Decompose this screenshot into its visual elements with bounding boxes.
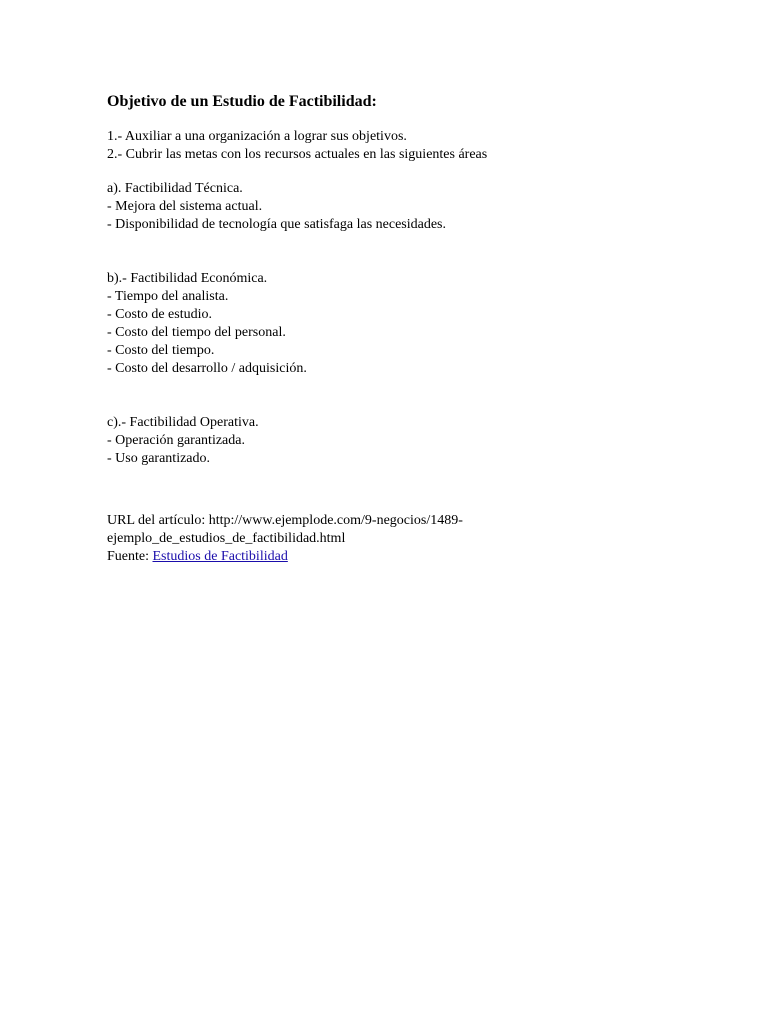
objective-item: 2.- Cubrir las metas con los recursos actuales en las siguientes áreas xyxy=(107,147,488,162)
document-title: Objetivo de un Estudio de Factibilidad: xyxy=(107,93,377,110)
spacer xyxy=(107,234,727,270)
section-item: - Operación garantizada. xyxy=(107,433,245,448)
document-content xyxy=(107,92,727,566)
section-item: - Costo del desarrollo / adquisición. xyxy=(107,361,307,376)
section-heading: c).- Factibilidad Operativa. xyxy=(107,415,259,430)
section-item: - Mejora del sistema actual. xyxy=(107,199,263,214)
article-url-line: ejemplo_de_estudios_de_factibilidad.html xyxy=(107,531,346,546)
spacer xyxy=(107,468,727,512)
section-item: - Costo del tiempo. xyxy=(107,343,215,358)
section-economic xyxy=(107,270,727,378)
article-source xyxy=(107,512,727,566)
section-technical xyxy=(107,180,727,234)
section-item: - Costo del tiempo del personal. xyxy=(107,325,286,340)
article-url-line: URL del artículo: http://www.ejemplode.com/9-negocios/1489- xyxy=(107,513,463,528)
source-label: Fuente: xyxy=(107,549,153,564)
section-heading: a). Factibilidad Técnica. xyxy=(107,181,243,196)
spacer xyxy=(107,378,727,414)
spacer xyxy=(107,112,727,128)
section-item: - Tiempo del analista. xyxy=(107,289,229,304)
source-line xyxy=(107,548,727,566)
objective-item: 1.- Auxiliar a una organización a lograr sus objetivos. xyxy=(107,129,407,144)
section-item: - Disponibilidad de tecnología que satisfaga las necesidades. xyxy=(107,217,447,232)
section-item: - Uso garantizado. xyxy=(107,451,211,466)
objectives-list xyxy=(107,128,727,164)
section-item: - Costo de estudio. xyxy=(107,307,212,322)
source-link[interactable]: Estudios de Factibilidad xyxy=(152,549,288,564)
section-operational xyxy=(107,414,727,468)
spacer xyxy=(107,164,727,180)
section-heading: b).- Factibilidad Económica. xyxy=(107,271,268,286)
